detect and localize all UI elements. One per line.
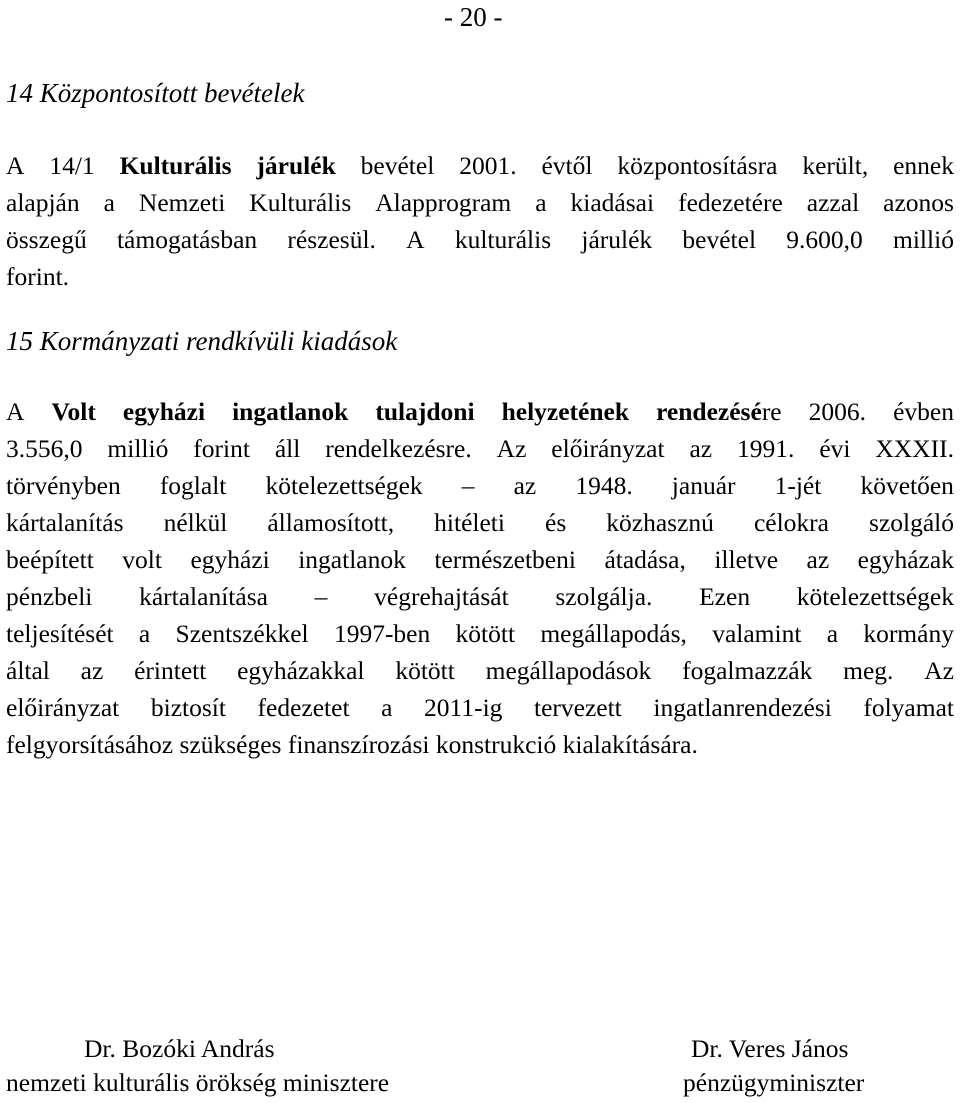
word: került, [802,151,869,180]
word: fedezetet [257,693,350,722]
word: a [535,188,547,217]
word: szolgálja. [555,582,653,611]
word: tervezett [534,693,622,722]
word: a [138,619,151,648]
word: előirányzat [6,693,120,722]
section-14-heading: 14 Központosított bevételek [6,78,305,108]
word: 2001. [459,151,517,180]
word: XXXII. [875,434,954,463]
word: forint. [6,262,70,291]
word: 2011-ig [424,693,503,722]
word: Nemzeti [138,188,226,217]
word: bevétel [360,151,435,180]
word: természetbeni [434,545,576,574]
word: évtől [541,151,593,180]
word: meg. [843,656,894,685]
word: foglalt [159,471,227,500]
paragraph-line [6,689,954,726]
word: konstrukció [435,730,557,759]
word: azzal [806,188,860,217]
paragraph-line [6,184,954,221]
word: kialakítására. [562,730,698,759]
word: bevétel [682,225,757,254]
section-15-paragraph [6,393,954,763]
word: fedezetére [678,188,783,217]
word: által [6,656,50,685]
word: egyházak [857,545,954,574]
word: megállapodás, [540,619,687,648]
word: és [545,508,567,537]
word: áll [274,434,301,463]
word: – [314,582,328,611]
word: ingatlanok [298,545,406,574]
word: követően [860,471,954,500]
word: az [689,434,713,463]
word: évben [893,397,954,426]
word: január [671,471,736,500]
word: egyházi [190,545,270,574]
signatory-right-name: Dr. Veres János [691,1034,849,1063]
word: nélkül [163,508,228,537]
word: alapján [6,188,80,217]
word: tulajdoni [375,397,475,426]
word: pénzbeli [6,582,93,611]
paragraph-line [6,541,954,578]
word: végrehajtását [374,582,509,611]
word: 3.556,0 [6,434,83,463]
word: 1-jét [774,471,822,500]
word: Volt [51,397,96,426]
word: államosított, [267,508,395,537]
word: kártalanítása [139,582,268,611]
word: az [513,471,537,500]
word: az [80,656,104,685]
word: Ezen [699,582,751,611]
word: támogatásban [116,225,258,254]
word: hitéleti [434,508,505,537]
word: ingatlanok [232,397,349,426]
paragraph-line [6,258,954,295]
paragraph-line [6,467,954,504]
word: kormány [863,619,954,648]
word: Az [496,434,527,463]
word: rendelkezésre. [325,434,472,463]
word: 1991. [737,434,795,463]
word: 14/1 [49,151,95,180]
paragraph-line [6,393,954,430]
word: volt [122,545,162,574]
word: a [103,188,115,217]
word: Szentszékkel [175,619,309,648]
word: forint [193,434,250,463]
word: kötelezettségek [796,582,954,611]
word: fogalmazzák [682,656,813,685]
word: Kulturális [249,188,352,217]
word: egyházi [122,397,206,426]
word: illetve [714,545,779,574]
word: Kulturális [119,151,232,180]
paragraph-line [6,726,954,763]
word: előirányzat [551,434,665,463]
word: részesül. [287,225,376,254]
word: központosításra [617,151,778,180]
paragraph-line [6,430,954,467]
word: azonos [883,188,954,217]
page-number: - 20 - [444,2,503,32]
word: felgyorsításához [6,730,174,759]
word: kötött [455,619,516,648]
word: kártalanítás [6,508,124,537]
word: kötött [395,656,455,685]
word: 9.600,0 [786,225,863,254]
paragraph-line [6,504,954,541]
word: – [461,471,475,500]
signatory-left-title: nemzeti kulturális örökség minisztere [6,1068,390,1097]
word: szolgáló [869,508,954,537]
word: biztosít [150,693,226,722]
word: A [6,151,25,180]
word: millió [893,225,954,254]
word: 1948. [575,471,633,500]
word: Az [924,656,954,685]
word: finanszírozási [287,730,430,759]
word: A [406,225,425,254]
word: millió [107,434,169,463]
word: a [826,619,839,648]
word: járulék [256,151,336,180]
word: kiadásai [570,188,655,217]
word: Alapprogram [375,188,512,217]
word: beépített [6,545,94,574]
word: ingatlanrendezési [653,693,832,722]
word: helyzetének [501,397,630,426]
word: évi [819,434,851,463]
word: közhasznú [606,508,714,537]
paragraph-line [6,615,954,652]
word: átadása, [604,545,686,574]
word: teljesítését [6,619,114,648]
signatory-left-name: Dr. Bozóki András [84,1034,275,1063]
word: folyamat [863,693,954,722]
word: kulturális [454,225,552,254]
word: egyházakkal [237,656,365,685]
section-15-heading: 15 Kormányzati rendkívüli kiadások [6,326,398,356]
word: ennek [893,151,954,180]
word: összegű [6,225,87,254]
signatory-right-title: pénzügyminiszter [683,1068,865,1097]
word: kötelezettségek [265,471,423,500]
section-14-paragraph [6,147,954,295]
paragraph-line [6,147,954,184]
word: a [381,693,393,722]
word: törvényben [6,471,121,500]
word: az [806,545,830,574]
word: érintett [134,656,207,685]
word: valamint [712,619,802,648]
word: 2006. [808,397,867,426]
word: szükséges [179,730,282,759]
paragraph-line [6,221,954,258]
word: megállapodások [485,656,652,685]
word: 1997-ben [333,619,431,648]
paragraph-line [6,652,954,689]
paragraph-line [6,578,954,615]
word: A [6,397,25,426]
word: célokra [753,508,829,537]
word: rendezésére [656,397,782,426]
word: járulék [581,225,653,254]
